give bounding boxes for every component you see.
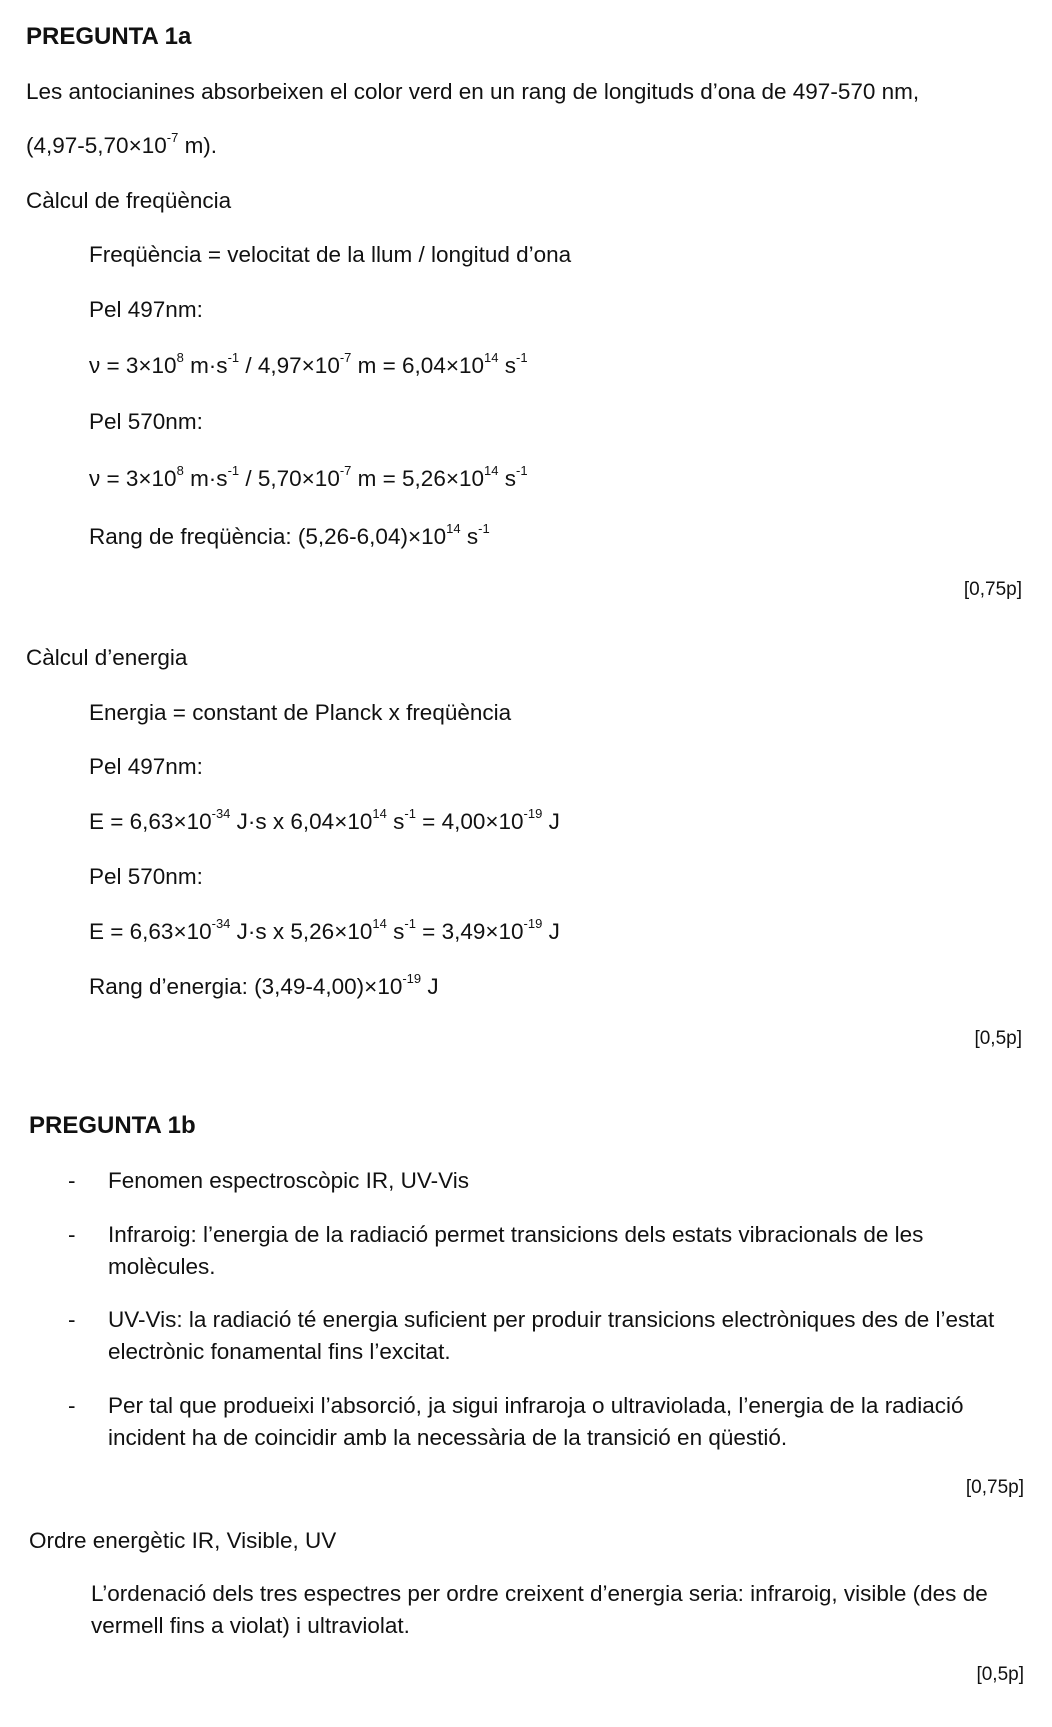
frequency-formula: Freqüència = velocitat de la llum / longitud d’ona	[89, 242, 572, 267]
energy-formula: Energia = constant de Planck x freqüència	[89, 700, 512, 725]
intro-line-2: ($4,97-5,70\times 10^{-7}$ m).	[26, 129, 218, 158]
bullet-item: Fenomen espectroscòpic IR, UV-Vis	[108, 1168, 469, 1193]
energy-570-equation: $E = 6,63\times 10^{-34}$ J·s x $5,26\times 10^{14}$ $s^{-1} = 3,49\times 10^{-19}$ J	[89, 915, 560, 944]
bullet-dash: -	[68, 1307, 76, 1332]
bullet-dash: -	[68, 1393, 76, 1418]
question-1a-title: PREGUNTA 1a	[26, 23, 192, 50]
question-1b-title: PREGUNTA 1b	[29, 1112, 196, 1139]
intro-line-1: Les antocianines absorbeixen el color verd en un rang de longituds d’ona de 497-570 nm,	[26, 79, 920, 104]
bullet-dash: -	[68, 1222, 76, 1247]
energy-497-equation: $E = 6,63\times 10^{-34}$ J·s x $6,04\times 10^{14}$ $s^{-1} = 4,00\times 10^{-19}$ J	[89, 805, 560, 834]
frequency-570-equation: $\nu = 3\times 10^8$ $m\cdot s^{-1} / 5,70\times 10^{-7}$ $m = 5,26\times 10^{14}$ $s^{-1}$	[89, 462, 528, 491]
energy-section-heading: Càlcul d’energia	[26, 645, 188, 670]
order-text: L’ordenació dels tres espectres per ordre creixent d’energia seria: infraroig, visible (des de vermell fins a violat) i ultraviolat.	[91, 1581, 988, 1638]
bullet-item: Per tal que produeixi l’absorció, ja sigui infraroja o ultraviolada, l’energia de la radiació incident ha de coincidir amb la necessària de la transició en qüestió.	[108, 1393, 964, 1450]
frequency-section-heading: Càlcul de freqüència	[26, 188, 232, 213]
energy-points: [0,5p]	[974, 1028, 1022, 1049]
energy-pel-570-label: Pel 570nm:	[89, 864, 203, 889]
bullet-item: UV-Vis: la radiació té energia suficient per produir transicions electròniques des de l’estat electrònic fonamental fins l’excitat.	[108, 1307, 995, 1364]
frequency-points: [0,75p]	[963, 579, 1022, 600]
bullets-points: [0,75p]	[965, 1477, 1024, 1498]
bullet-item: Infraroig: l’energia de la radiació permet transicions dels estats vibracionals de les molècules.	[108, 1222, 924, 1279]
order-points: [0,5p]	[976, 1664, 1024, 1685]
frequency-range: Rang de freqüència: $(5,26-6,04)\times 10^{14}$ $s^{-1}$	[89, 520, 490, 549]
frequency-497-equation: $\nu = 3\times 10^8$ $m\cdot s^{-1} / 4,97\times 10^{-7}$ $m = 6,04\times 10^{14}$ $s^{-1}$	[89, 349, 528, 378]
order-section-heading: Ordre energètic IR, Visible, UV	[29, 1528, 337, 1553]
freq-pel-497-label: Pel 497nm:	[89, 297, 203, 322]
freq-pel-570-label: Pel 570nm:	[89, 409, 203, 434]
bullet-dash: -	[68, 1168, 76, 1193]
energy-range: Rang d’energia: $(3,49-4,00)\times 10^{-19}$ J	[89, 970, 439, 999]
energy-pel-497-label: Pel 497nm:	[89, 754, 203, 779]
